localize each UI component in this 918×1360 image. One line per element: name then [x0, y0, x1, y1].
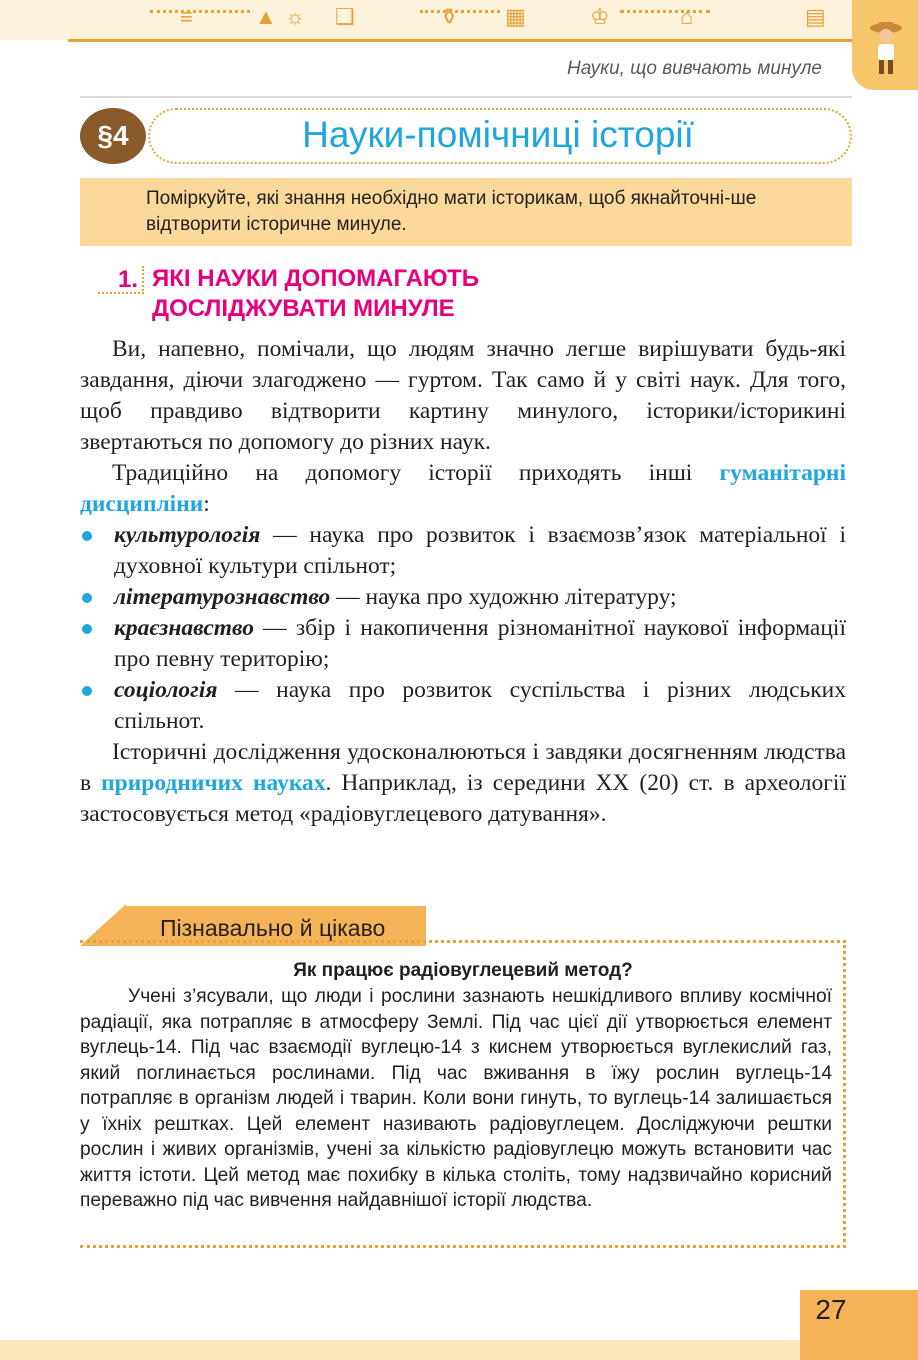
- text-span: :: [203, 491, 210, 517]
- highlight-humanities: гуманітарні дисципліни: [80, 460, 846, 517]
- scroll-icon: ▦: [505, 4, 526, 29]
- paragraph-natural-sciences: [80, 737, 846, 830]
- text-span: . Наприклад, із середини XX (20) ст. в археології застосовується метод «радіовуглецевого датування».: [80, 770, 846, 827]
- top-dotted-ornament: [150, 10, 250, 27]
- sun-icon: ☼: [285, 4, 306, 29]
- infobox-label: Пізнавально й цікаво: [160, 915, 386, 941]
- list-item: [80, 582, 846, 613]
- definition: — наука про художню літературу;: [330, 584, 677, 610]
- map-icon: ❑: [335, 4, 355, 29]
- top-rule: [68, 39, 858, 42]
- text-span: Історичні дослідження удосконалюються і завдяки досягненням людства в: [80, 739, 846, 796]
- bullet-icon: [82, 686, 92, 696]
- bullet-icon: [82, 624, 92, 634]
- book-stack-icon: ≡: [180, 4, 193, 29]
- list-item: [80, 675, 846, 737]
- crown-icon: ♔: [590, 4, 610, 29]
- paragraph-intro: Ви, напевно, помічали, що людям значно легше вирішувати будь-які завдання, діючи злагоджено — гуртом. Так само й у світі наук. Для того, щоб правдиво відтворити картину минулого, історики/історикині звертаються по допомогу до різних наук.: [80, 336, 846, 455]
- header-divider: [80, 96, 852, 98]
- section-badge: §4: [80, 108, 146, 164]
- bullet-icon: [82, 593, 92, 603]
- top-dotted-ornament: [420, 10, 500, 27]
- list-item: [80, 520, 846, 582]
- paragraph-humanities: [80, 458, 846, 520]
- definition: — наука про розвиток і взаємозв’язок матеріальної і духовної культури спільнот;: [114, 522, 846, 579]
- running-title: Науки, що вивчають минуле: [566, 58, 822, 79]
- page-number: 27: [815, 1294, 847, 1325]
- pyramid-icon: ▲: [255, 4, 277, 29]
- footer-band: [0, 1340, 918, 1360]
- list-item: [80, 613, 846, 675]
- subsection-title: [152, 264, 479, 324]
- definition: — наука про розвиток суспільства і різних людських спільнот.: [114, 677, 846, 734]
- chest-icon: ▤: [805, 4, 826, 29]
- explorer-corner: [852, 0, 918, 90]
- disciplines-list: [80, 520, 846, 737]
- definition: — збір і накопичення різноманітної наукової інформації про певну територію;: [114, 615, 846, 672]
- infobox-heading: Як працює радіовуглецевий метод?: [293, 960, 633, 981]
- infobox-paragraph: Учені з’ясували, що люди і рослини зазнають нешкідливого впливу космічної радіації, яка потрапляє в атмосферу Землі. Під час цієї дії утворюється елемент вуглець-14. Під час взаємодії вуглецю-14 з киснем утворюється вуглекислий газ, який поглинається рослинами. Під час вживання в їжу рослин вуглець-14 потрапляє в організм людей і тварин. Коли вони гинуть, то вуглець-14 залишається у їхніх рештках. Цей елемент називають радіовуглецем. Досліджуючи рештки рослин і живих організмів, учені за кількістю радіовуглецю можуть встановити час життя істоти. Цей метод має похибку в кілька століть, тому надзвичайно корисний переважно під час вивчення найдавнішої історії людства.: [80, 986, 832, 1211]
- infobox-body: [80, 984, 832, 1214]
- main-text: [80, 334, 846, 830]
- term: літературознавство: [114, 584, 331, 610]
- subsection-title-line1: ЯКІ НАУКИ ДОПОМАГАЮТЬ: [152, 265, 479, 292]
- term: соціологія: [114, 677, 218, 703]
- explorer-figure-icon: [866, 18, 906, 87]
- intro-question-text: Поміркуйте, які знання необхідно мати історикам, щоб якнайточні-ше відтворити історичне минуле.: [146, 188, 757, 235]
- amphora-icon: ⚱: [440, 4, 459, 29]
- term: культурологія: [114, 522, 261, 548]
- term: краєзнавство: [114, 615, 254, 641]
- bullet-icon: [82, 531, 92, 541]
- highlight-natural-sciences: природничих науках: [101, 770, 326, 796]
- subsection-title-line2: ДОСЛІДЖУВАТИ МИНУЛЕ: [152, 295, 455, 322]
- subsection-number: 1.: [98, 266, 144, 294]
- page-title: Науки-помічниці історії: [302, 114, 694, 155]
- text-span: Традиційно на допомогу історії приходять інші: [112, 460, 720, 486]
- temple-icon: ⌂: [680, 4, 694, 29]
- top-dotted-ornament: [620, 10, 710, 27]
